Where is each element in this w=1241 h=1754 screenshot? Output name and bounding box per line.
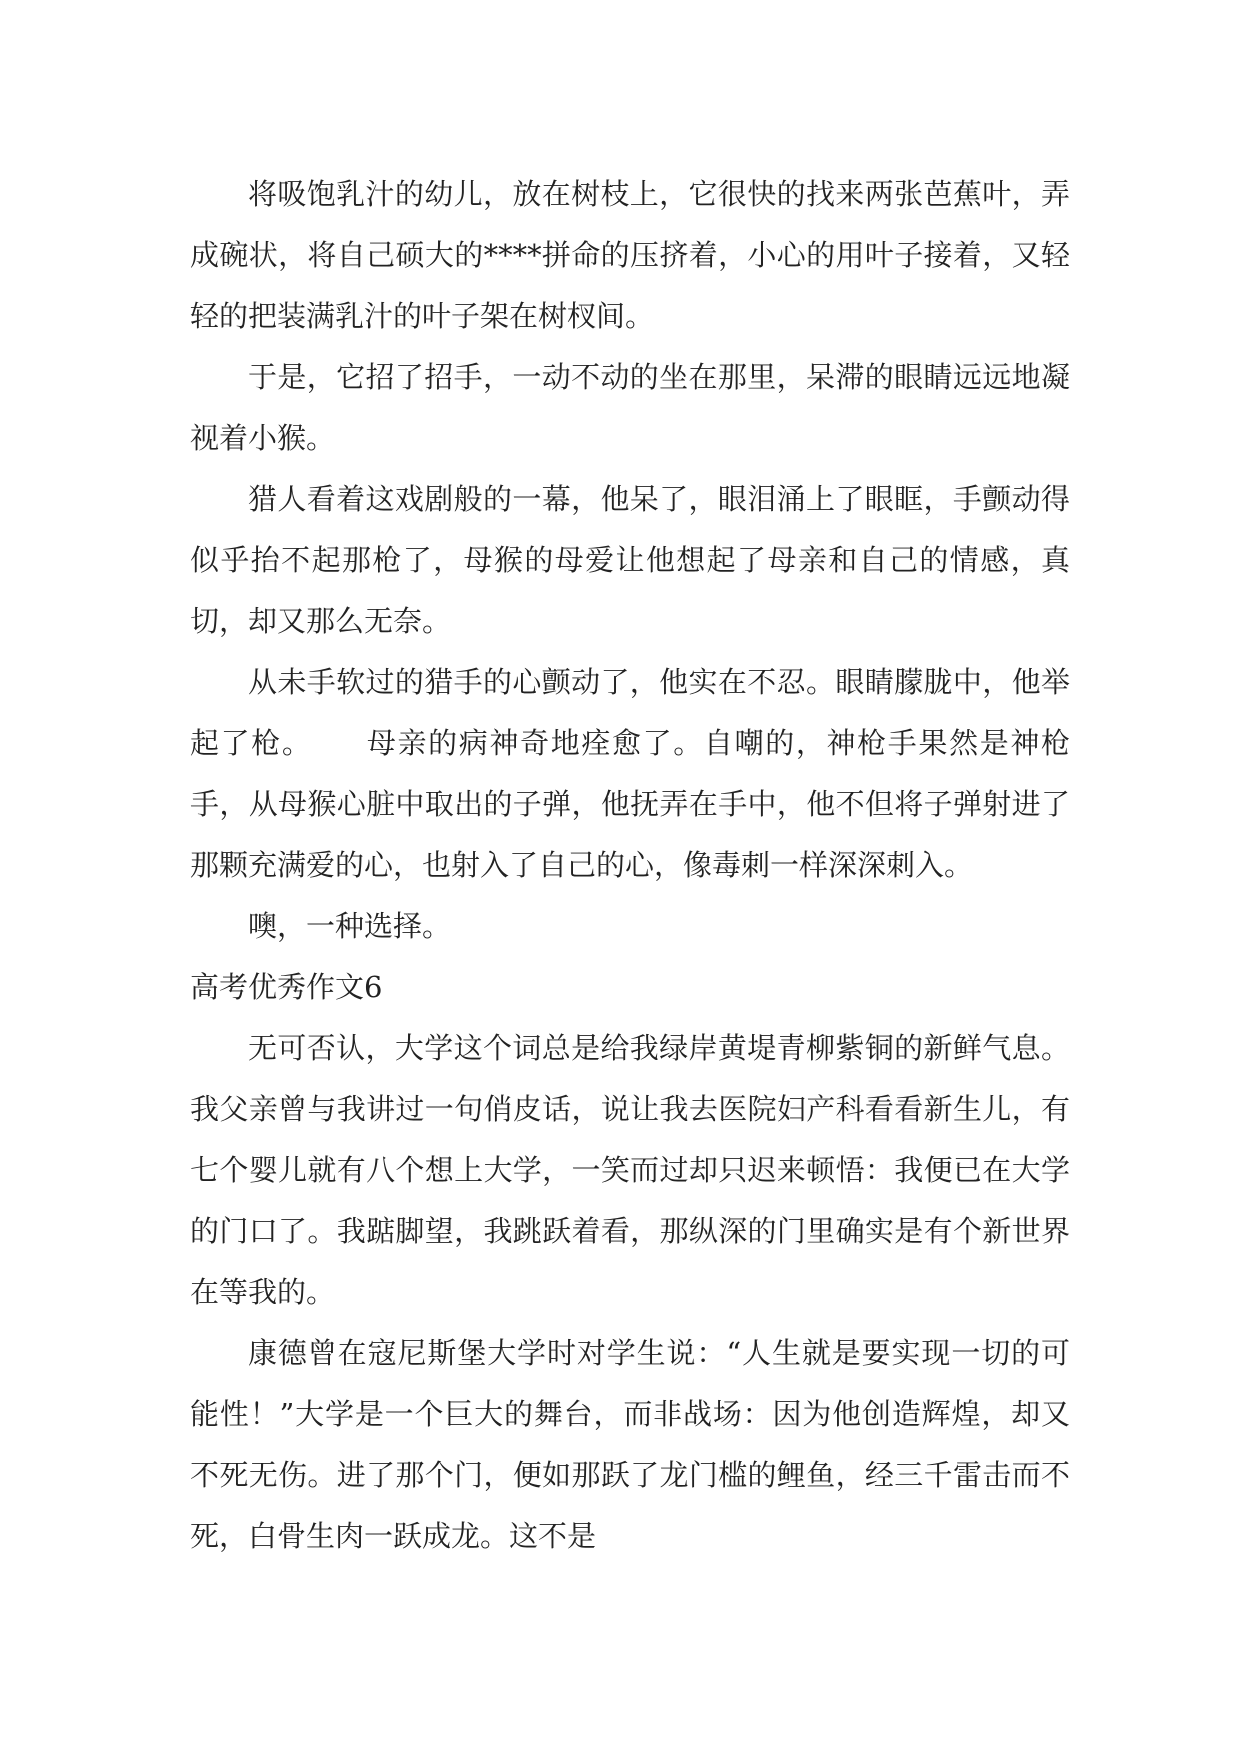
paragraph: 猎人看着这戏剧般的一幕，他呆了，眼泪涌上了眼眶，手颤动得似乎抬不起那枪了，母猴的母爱让他想起了母亲和自己的情感，真切，却又那么无奈。 bbox=[190, 482, 1070, 638]
paragraph: 将吸饱乳汁的幼儿，放在树枝上，它很快的找来两张芭蕉叶，弄成碗状，将自己硕大的****拼命的压挤着，小心的用叶子接着，又轻轻的把装满乳汁的叶子架在树杈间。 bbox=[190, 177, 1070, 333]
document-page bbox=[190, 164, 1070, 1567]
section-heading: 高考优秀作文6 bbox=[190, 970, 383, 1004]
paragraph: 康德曾在寇尼斯堡大学时对学生说：“人生就是要实现一切的可能性！”大学是一个巨大的舞台，而非战场：因为他创造辉煌，却又不死无伤。进了那个门，便如那跃了龙门槛的鲤鱼，经三千雷击而不死，白骨生肉一跃成龙。这不是 bbox=[190, 1336, 1070, 1553]
paragraph: 噢，一种选择。 bbox=[248, 909, 452, 943]
paragraph: 从未手软过的猎手的心颤动了，他实在不忍。眼睛朦胧中，他举起了枪。 母亲的病神奇地痊愈了。自嘲的，神枪手果然是神枪手，从母猴心脏中取出的子弹，他抚弄在手中，他不但将子弹射进了那颗充满爱的心，也射入了自己的心，像毒刺一样深深刺入。 bbox=[190, 665, 1070, 882]
paragraph: 于是，它招了招手，一动不动的坐在那里，呆滞的眼睛远远地凝视着小猴。 bbox=[190, 360, 1070, 455]
paragraph: 无可否认，大学这个词总是给我绿岸黄堤青柳紫铜的新鲜气息。我父亲曾与我讲过一句俏皮话，说让我去医院妇产科看看新生儿，有七个婴儿就有八个想上大学，一笑而过却只迟来顿悟：我便已在大学的门口了。我踮脚望，我跳跃着看，那纵深的门里确实是有个新世界在等我的。 bbox=[190, 1031, 1070, 1309]
